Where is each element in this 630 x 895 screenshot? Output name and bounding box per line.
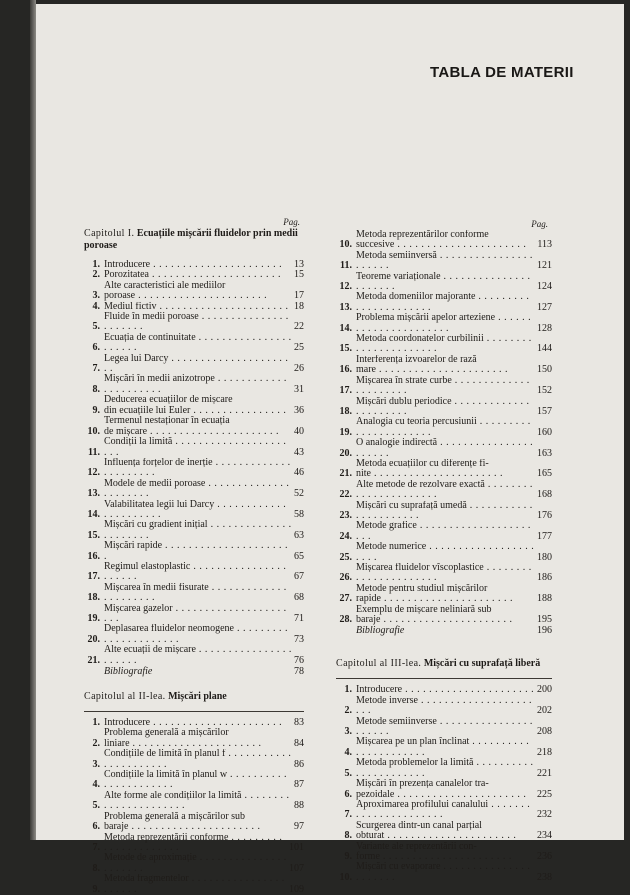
entry-page-number: 76 bbox=[294, 654, 304, 666]
entry-title: Problema generală a mișcărilor liniare . . . bbox=[104, 728, 292, 749]
chapter-3-heading bbox=[336, 658, 552, 670]
entry-number: 23. bbox=[339, 509, 352, 521]
entry-page-number: 46 bbox=[294, 467, 304, 479]
right-column bbox=[336, 218, 552, 883]
toc-entry bbox=[84, 874, 304, 895]
bibliography-entry bbox=[336, 625, 552, 636]
toc-entry bbox=[336, 737, 552, 758]
entry-number: 7. bbox=[344, 809, 352, 821]
chapter-label: Capitolul al II-lea. bbox=[84, 691, 166, 703]
entry-number: 21. bbox=[339, 468, 352, 480]
entry-page-number: 127 bbox=[537, 301, 552, 313]
entry-title: Metoda coordonatelor curbilinii . . . bbox=[356, 334, 535, 355]
entry-number: 17. bbox=[87, 571, 100, 583]
toc-entry bbox=[336, 862, 552, 883]
entry-page-number: 40 bbox=[294, 425, 304, 437]
entry-number: 26. bbox=[339, 572, 352, 584]
chapter-1-entries bbox=[84, 260, 304, 677]
entry-number: 18. bbox=[87, 592, 100, 604]
entry-title: Mișcări cu evaporare . . . bbox=[356, 862, 535, 883]
entry-title: Condițiile de limită în planul f . . . bbox=[104, 749, 292, 770]
entry-title: Aproximarea profilului canalului . . . bbox=[356, 800, 535, 821]
entry-number: 5. bbox=[92, 800, 100, 812]
entry-number: 8. bbox=[92, 383, 100, 395]
toc-entry bbox=[336, 521, 552, 542]
entry-number: 8. bbox=[344, 830, 352, 842]
toc-entry bbox=[336, 563, 552, 584]
entry-title: Mișcarea gazelor . . . bbox=[104, 604, 292, 625]
entry-title: Mișcarea în strate curbe . . . bbox=[356, 376, 535, 397]
toc-entry bbox=[336, 355, 552, 376]
toc-entry bbox=[84, 270, 304, 280]
toc-entry bbox=[84, 770, 304, 791]
entry-number: 2. bbox=[92, 269, 100, 281]
entry-number: 2. bbox=[344, 705, 352, 717]
entry-page-number: 188 bbox=[537, 593, 552, 605]
entry-title: Exemplu de mișcare neliniară sub baraje . . . bbox=[356, 605, 535, 626]
chapter-2-entries bbox=[84, 718, 304, 895]
toc-entry bbox=[84, 604, 304, 625]
entry-number: 20. bbox=[339, 447, 352, 459]
entry-page-number: 97 bbox=[294, 821, 304, 833]
entry-number: 21. bbox=[87, 654, 100, 666]
entry-title: Metoda reprezentărilor conforme succesive . . . bbox=[356, 230, 535, 251]
entry-number: 4. bbox=[92, 300, 100, 312]
toc-entry bbox=[336, 230, 552, 251]
entry-number: 11. bbox=[340, 260, 352, 272]
entry-title: Mișcări dublu periodice . . . bbox=[356, 397, 535, 418]
entry-page-number: 86 bbox=[294, 758, 304, 770]
entry-title: Mișcări cu gradient inițial . . . bbox=[104, 520, 292, 541]
toc-entry bbox=[336, 800, 552, 821]
toc-entry bbox=[84, 541, 304, 562]
page-column-label: Pag. bbox=[283, 217, 300, 227]
entry-title: O analogie indirectă . . . bbox=[356, 438, 535, 459]
entry-number: 12. bbox=[87, 467, 100, 479]
toc-entry bbox=[336, 480, 552, 501]
entry-number: 14. bbox=[339, 322, 352, 334]
entry-page-number: 25 bbox=[294, 342, 304, 354]
entry-title: Interferența izvoarelor de rază mare . . . bbox=[356, 355, 535, 376]
entry-page-number: 65 bbox=[294, 550, 304, 562]
toc-entry bbox=[336, 779, 552, 800]
entry-title: Porozitatea . . . bbox=[104, 270, 292, 280]
entry-title: Termenul nestaționar în ecuația de mișcare . . . bbox=[104, 416, 292, 437]
entry-page-number: 58 bbox=[294, 508, 304, 520]
entry-title: Alte caracteristici ale mediilor poroase . . . bbox=[104, 281, 292, 302]
entry-title: Mișcarea pe un plan înclinat . . . bbox=[356, 737, 535, 758]
entry-number: 6. bbox=[92, 821, 100, 833]
entry-title: Introducere . . . bbox=[104, 718, 292, 728]
page-heading: TABLA DE MATERII bbox=[430, 64, 574, 81]
entry-number: 13. bbox=[339, 301, 352, 313]
entry-title: Alte metode de rezolvare exactă . . . bbox=[356, 480, 535, 501]
entry-number: 3. bbox=[92, 758, 100, 770]
toc-entry bbox=[84, 395, 304, 416]
entry-title: Metode inverse . . . bbox=[356, 696, 535, 717]
toc-entry bbox=[84, 812, 304, 833]
toc-entry bbox=[84, 354, 304, 375]
chapter-2-continued-entries bbox=[336, 230, 552, 636]
entry-number: 10. bbox=[87, 425, 100, 437]
entry-page-number: 236 bbox=[537, 850, 552, 862]
toc-entry bbox=[336, 717, 552, 738]
entry-number: 15. bbox=[339, 343, 352, 355]
chapter-divider bbox=[336, 678, 552, 679]
entry-page-number: 221 bbox=[537, 767, 552, 779]
entry-number: 25. bbox=[339, 551, 352, 563]
entry-page-number: 208 bbox=[537, 726, 552, 738]
entry-title: Influența forțelor de inerție . . . bbox=[104, 458, 292, 479]
toc-entry bbox=[84, 791, 304, 812]
entry-number: 3. bbox=[92, 290, 100, 302]
chapter-divider bbox=[84, 711, 304, 712]
entry-page-number: 128 bbox=[537, 322, 552, 334]
entry-number: 27. bbox=[339, 593, 352, 605]
entry-number: 22. bbox=[339, 489, 352, 501]
toc-entry bbox=[84, 583, 304, 604]
toc-entry bbox=[84, 562, 304, 583]
entry-number: 17. bbox=[339, 385, 352, 397]
entry-number: 28. bbox=[339, 614, 352, 626]
entry-title: Mișcarea fluidelor vîscoplastice . . . bbox=[356, 563, 535, 584]
toc-entry bbox=[84, 333, 304, 354]
entry-page-number: 202 bbox=[537, 705, 552, 717]
chapter-title: Mișcări plane bbox=[168, 691, 227, 703]
entry-page-number: 152 bbox=[537, 385, 552, 397]
toc-entry bbox=[336, 334, 552, 355]
entry-number: 14. bbox=[87, 508, 100, 520]
entry-number: 2. bbox=[92, 737, 100, 749]
toc-entry bbox=[336, 272, 552, 293]
entry-title: Metoda fragmentelor . . . bbox=[104, 874, 287, 895]
entry-page-number: 101 bbox=[289, 841, 304, 853]
toc-entry bbox=[336, 696, 552, 717]
chapter-label: Capitolul al III-lea. bbox=[336, 658, 422, 670]
toc-entry bbox=[84, 437, 304, 458]
toc-entry bbox=[84, 458, 304, 479]
entry-page-number: 17 bbox=[294, 290, 304, 302]
entry-page-number: 73 bbox=[294, 633, 304, 645]
toc-entry bbox=[84, 260, 304, 270]
toc-entry bbox=[336, 376, 552, 397]
entry-page-number: 109 bbox=[289, 883, 304, 895]
entry-number: 7. bbox=[92, 841, 100, 853]
chapter-2-heading bbox=[84, 691, 304, 703]
entry-page-number: 113 bbox=[537, 239, 552, 251]
entry-number: 1. bbox=[92, 717, 100, 729]
entry-title: Problema mișcării apelor arteziene . . . bbox=[356, 313, 535, 334]
bibliography-entry bbox=[84, 666, 304, 677]
entry-title: Metoda problemelor la limită . . . bbox=[356, 758, 535, 779]
entry-number: 6. bbox=[344, 788, 352, 800]
entry-page-number: 83 bbox=[294, 717, 304, 729]
entry-page-number: 176 bbox=[537, 509, 552, 521]
toc-entry bbox=[336, 459, 552, 480]
entry-number: 3. bbox=[344, 726, 352, 738]
toc-entry bbox=[84, 624, 304, 645]
entry-page-number: 43 bbox=[294, 446, 304, 458]
entry-number: 13. bbox=[87, 488, 100, 500]
entry-page-number: 13 bbox=[294, 259, 304, 270]
entry-page-number: 177 bbox=[537, 530, 552, 542]
entry-title: Problema generală a mișcărilor sub baraje . . . bbox=[104, 812, 292, 833]
entry-page-number: 200 bbox=[537, 684, 552, 696]
entry-number: 10. bbox=[339, 239, 352, 251]
entry-page-number: 144 bbox=[537, 343, 552, 355]
toc-entry bbox=[336, 605, 552, 626]
entry-title: Legea lui Darcy . . . bbox=[104, 354, 292, 375]
entry-title: Teoreme variaționale . . . bbox=[356, 272, 535, 293]
toc-entry bbox=[84, 833, 304, 854]
entry-title: Mișcări în prezența canalelor tra- pezoidale . . . bbox=[356, 779, 535, 800]
entry-page-number: 84 bbox=[294, 737, 304, 749]
entry-page-number: 124 bbox=[537, 281, 552, 293]
entry-title: Regimul elastoplastic . . . bbox=[104, 562, 292, 583]
toc-entry bbox=[84, 728, 304, 749]
entry-title: Analogia cu teoria percusiunii . . . bbox=[356, 417, 535, 438]
entry-number: 16. bbox=[339, 364, 352, 376]
toc-entry bbox=[336, 584, 552, 605]
entry-title: Condiții la limită . . . bbox=[104, 437, 292, 458]
entry-page-number: 157 bbox=[537, 405, 552, 417]
bibliography-label: Bibliografie bbox=[104, 666, 153, 678]
entry-title: Metode grafice . . . bbox=[356, 521, 535, 542]
toc-entry bbox=[84, 500, 304, 521]
toc-entry bbox=[84, 302, 304, 312]
toc-entry bbox=[84, 281, 304, 302]
entry-title: Fluide în medii poroase . . . bbox=[104, 312, 292, 333]
toc-entry bbox=[84, 374, 304, 395]
entry-page-number: 107 bbox=[289, 862, 304, 874]
entry-page-number: 218 bbox=[537, 746, 552, 758]
chapter-3-entries bbox=[336, 685, 552, 883]
entry-page-number: 225 bbox=[537, 788, 552, 800]
entry-number: 1. bbox=[92, 259, 100, 270]
toc-entry bbox=[84, 749, 304, 770]
entry-title: Variante ale reprezentării con- forme . . . bbox=[356, 842, 535, 863]
entry-page-number: 163 bbox=[537, 447, 552, 459]
entry-number: 12. bbox=[339, 281, 352, 293]
toc-entry bbox=[336, 251, 552, 272]
entry-number: 11. bbox=[88, 446, 100, 458]
chapter-title: Mișcări cu suprafață liberă bbox=[423, 658, 541, 670]
toc-entry bbox=[84, 416, 304, 437]
toc-entry bbox=[336, 397, 552, 418]
toc-entry bbox=[336, 313, 552, 334]
bibliography-label: Bibliografie bbox=[356, 625, 405, 637]
chapter-label: Capitolul I. bbox=[84, 228, 135, 239]
entry-page-number: 87 bbox=[294, 779, 304, 791]
toc-entry bbox=[336, 685, 552, 695]
left-column bbox=[84, 216, 304, 895]
entry-number: 10. bbox=[339, 871, 352, 883]
toc-entry bbox=[336, 292, 552, 313]
entry-title: Modele de medii poroase . . . bbox=[104, 479, 292, 500]
entry-page-number: 234 bbox=[537, 830, 552, 842]
entry-page-number: 186 bbox=[537, 572, 552, 584]
entry-page-number: 22 bbox=[294, 321, 304, 333]
entry-title: Metoda reprezentării conforme . . . bbox=[104, 833, 287, 854]
entry-page-number: 67 bbox=[294, 571, 304, 583]
entry-title: Mișcări cu suprafață umedă . . . bbox=[356, 501, 535, 522]
toc-entry bbox=[336, 417, 552, 438]
entry-page-number: 31 bbox=[294, 383, 304, 395]
entry-page-number: 18 bbox=[294, 300, 304, 312]
entry-page-number: 121 bbox=[537, 260, 552, 272]
entry-page-number: 232 bbox=[537, 809, 552, 821]
entry-title: Valabilitatea legii lui Darcy . . . bbox=[104, 500, 292, 521]
entry-title: Deplasarea fluidelor neomogene . . . bbox=[104, 624, 292, 645]
entry-number: 1. bbox=[344, 684, 352, 696]
entry-number: 6. bbox=[92, 342, 100, 354]
chapter-1-heading bbox=[84, 228, 304, 252]
entry-page-number: 63 bbox=[294, 529, 304, 541]
entry-number: 9. bbox=[92, 404, 100, 416]
toc-entry bbox=[84, 479, 304, 500]
entry-title: Metode semiinverse . . . bbox=[356, 717, 535, 738]
entry-number: 19. bbox=[339, 426, 352, 438]
page-column-label: Pag. bbox=[531, 219, 548, 229]
entry-number: 16. bbox=[87, 550, 100, 562]
entry-page-number: 71 bbox=[294, 613, 304, 624]
entry-title: Introducere . . . bbox=[356, 685, 535, 695]
toc-entry bbox=[84, 312, 304, 333]
entry-title: Metode numerice . . . bbox=[356, 542, 535, 563]
entry-number: 24. bbox=[339, 530, 352, 542]
entry-title: Metoda ecuațiilor cu diferențe fi- nite . . . bbox=[356, 459, 535, 480]
toc-entry bbox=[336, 758, 552, 779]
entry-title: Alte ecuații de mișcare . . . bbox=[104, 645, 292, 666]
entry-number: 9. bbox=[344, 850, 352, 862]
entry-page-number: 238 bbox=[537, 871, 552, 883]
entry-page-number: 26 bbox=[294, 363, 304, 375]
toc-entry bbox=[84, 520, 304, 541]
chapter-title: Ecuațiile mișcării fluidelor prin medii poroase bbox=[84, 228, 298, 251]
entry-page-number: 52 bbox=[294, 488, 304, 500]
entry-page-number: 150 bbox=[537, 364, 552, 376]
entry-title: Metode pentru studiul mișcărilor rapide . . . bbox=[356, 584, 535, 605]
entry-number: 18. bbox=[339, 405, 352, 417]
entry-page-number: 180 bbox=[537, 551, 552, 563]
entry-page-number: 165 bbox=[537, 468, 552, 480]
entry-number: 4. bbox=[344, 746, 352, 758]
entry-number: 4. bbox=[92, 779, 100, 791]
entry-number: 20. bbox=[87, 633, 100, 645]
entry-title: Condițiile la limită în planul w . . . bbox=[104, 770, 292, 791]
entry-page-number: 168 bbox=[537, 489, 552, 501]
entry-title: Mișcări în medii anizotrope . . . bbox=[104, 374, 292, 395]
entry-title: Metode de aproximație . . . bbox=[104, 853, 287, 874]
entry-title: Mediul fictiv . . . bbox=[104, 302, 292, 312]
bibliography-page-number: 196 bbox=[537, 625, 552, 637]
entry-title: Mișcarea în medii fisurate . . . bbox=[104, 583, 292, 604]
toc-entry bbox=[336, 842, 552, 863]
entry-number: 5. bbox=[92, 321, 100, 333]
entry-number: 9. bbox=[92, 883, 100, 895]
entry-title: Mișcări rapide . . . bbox=[104, 541, 292, 562]
entry-page-number: 68 bbox=[294, 592, 304, 604]
entry-page-number: 36 bbox=[294, 404, 304, 416]
entry-title: Alte forme ale condițiilor la limită . . . bbox=[104, 791, 292, 812]
entry-title: Metoda semiinversă . . . bbox=[356, 251, 535, 272]
toc-entry bbox=[84, 718, 304, 728]
toc-entry bbox=[336, 438, 552, 459]
entry-page-number: 160 bbox=[537, 426, 552, 438]
entry-number: 7. bbox=[92, 363, 100, 375]
entry-page-number: 15 bbox=[294, 269, 304, 281]
entry-number: 15. bbox=[87, 529, 100, 541]
toc-entry bbox=[84, 853, 304, 874]
entry-title: Metoda domeniilor majorante . . . bbox=[356, 292, 535, 313]
toc-entry bbox=[336, 821, 552, 842]
entry-title: Ecuația de continuitate . . . bbox=[104, 333, 292, 354]
entry-number: 8. bbox=[92, 862, 100, 874]
toc-entry bbox=[336, 542, 552, 563]
entry-number: 5. bbox=[344, 767, 352, 779]
bibliography-page-number: 78 bbox=[294, 666, 304, 678]
entry-title: Introducere . . . bbox=[104, 260, 292, 270]
toc-entry bbox=[84, 645, 304, 666]
entry-page-number: 88 bbox=[294, 800, 304, 812]
toc-entry bbox=[336, 501, 552, 522]
entry-page-number: 195 bbox=[537, 614, 552, 626]
entry-title: Scurgerea dintr-un canal parțial obturat . . . bbox=[356, 821, 535, 842]
entry-number: 19. bbox=[87, 613, 100, 624]
entry-title: Deducerea ecuațiilor de mișcare din ecuațiile lui Euler . . . bbox=[104, 395, 292, 416]
